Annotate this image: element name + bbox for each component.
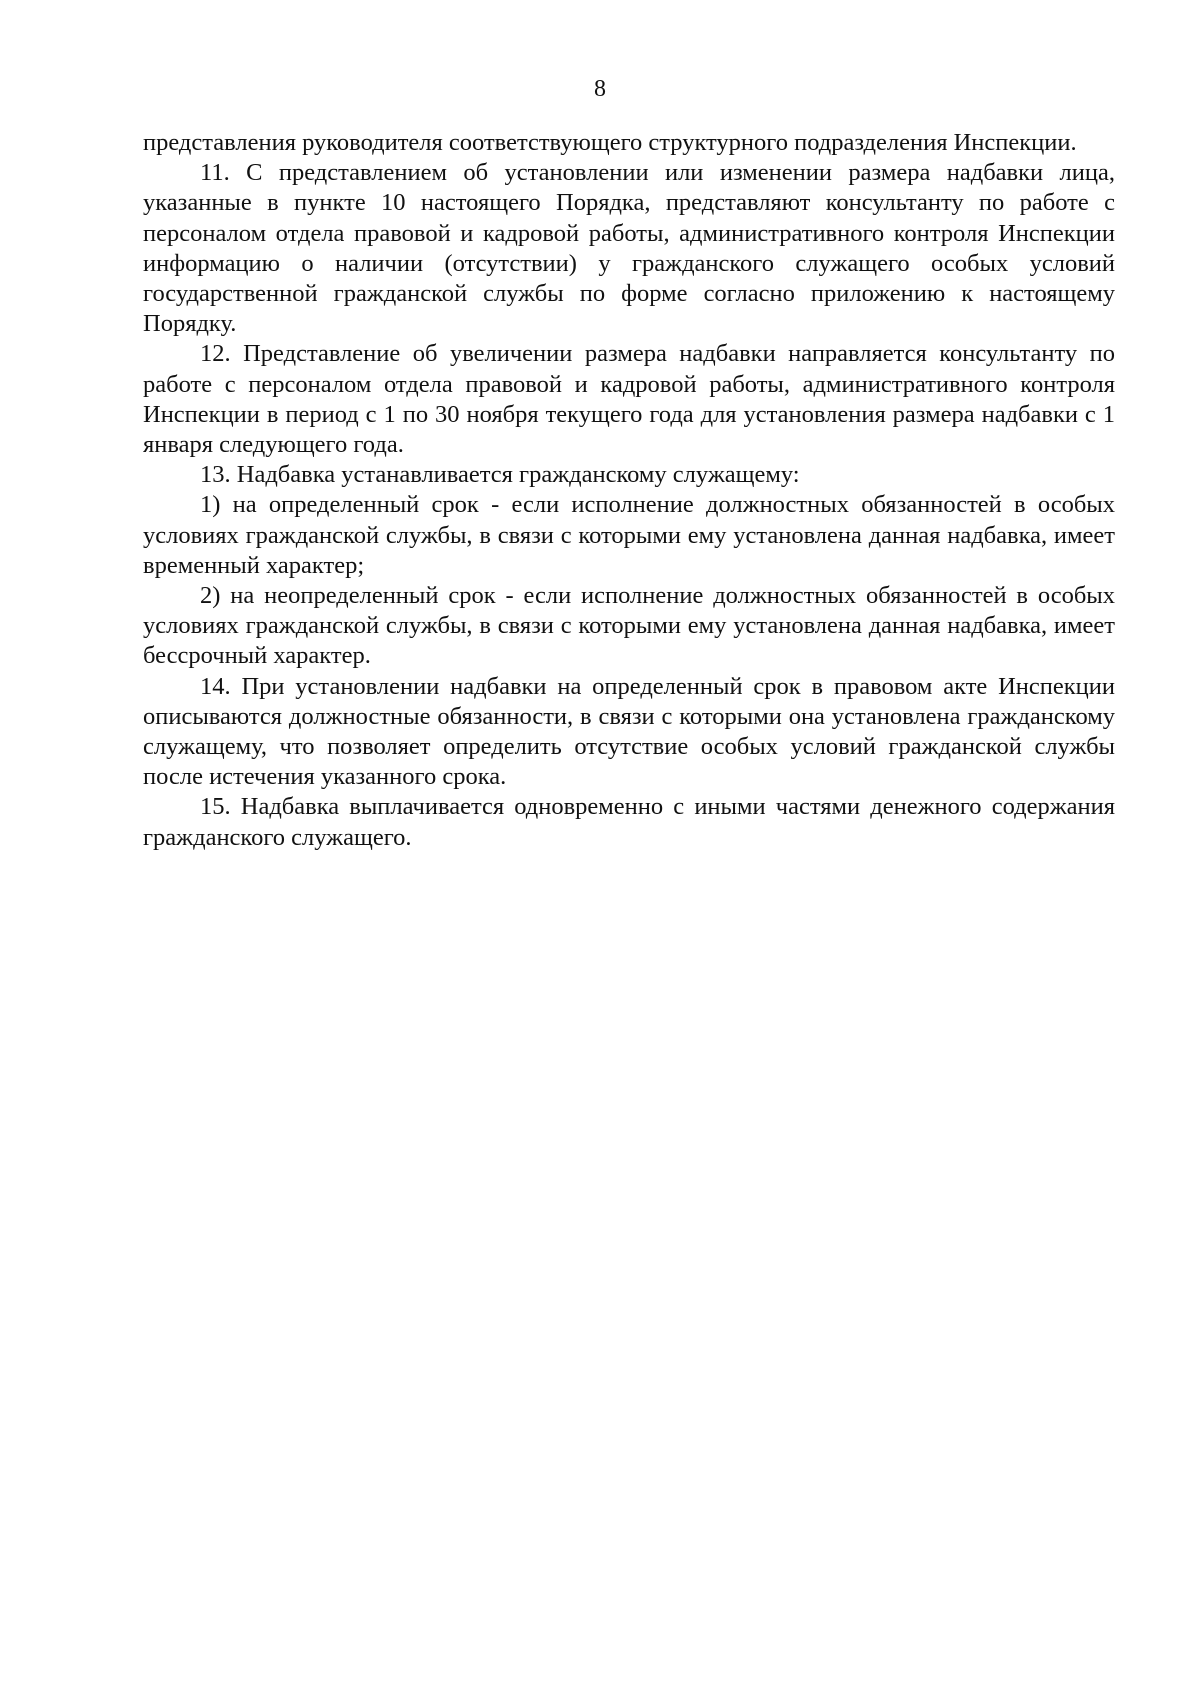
- paragraph-continuation: представления руководителя соответствующего структурного подразделения Инспекции.: [143, 129, 1077, 156]
- paragraph-11: 11. С представлением об установлении или изменении размера надбавки лица, указанные в пункте 10 настоящего Порядка, представляют консультанту по работе с персоналом отдела правовой и кадровой работы, административного контроля Инспекции информацию о наличии (отсутствии) у гражданского служащего особых условий государственной гражданской службы по форме согласно приложению к настоящему Порядку.: [143, 159, 1115, 338]
- document-body: [143, 128, 1115, 853]
- paragraph-14: 14. При установлении надбавки на определенный срок в правовом акте Инспекции описываются должностные обязанности, в связи с которыми она установлена гражданскому служащему, что позволяет определить отсутствие особых условий гражданской службы после истечения указанного срока.: [143, 672, 1115, 791]
- paragraph-13-item-1: 1) на определенный срок - если исполнение должностных обязанностей в особых условиях гражданской службы, в связи с которыми ему установлена данная надбавка, имеет временный характер;: [143, 491, 1115, 579]
- paragraph-13: 13. Надбавка устанавливается гражданскому служащему:: [200, 461, 800, 489]
- paragraph-13-item-2: 2) на неопределенный срок - если исполнение должностных обязанностей в особых условиях гражданской службы, в связи с которыми ему установлена данная надбавка, имеет бессрочный характер.: [143, 582, 1115, 670]
- paragraph-12: 12. Представление об увеличении размера надбавки направляется консультанту по работе с персоналом отдела правовой и кадровой работы, административного контроля Инспекции в период с 1 по 30 ноября текущего года для установления размера надбавки с 1 января следующего года.: [143, 340, 1115, 459]
- page-number: 8: [594, 76, 606, 102]
- paragraph-15: 15. Надбавка выплачивается одновременно с иными частями денежного содержания гражданского служащего.: [143, 793, 1115, 851]
